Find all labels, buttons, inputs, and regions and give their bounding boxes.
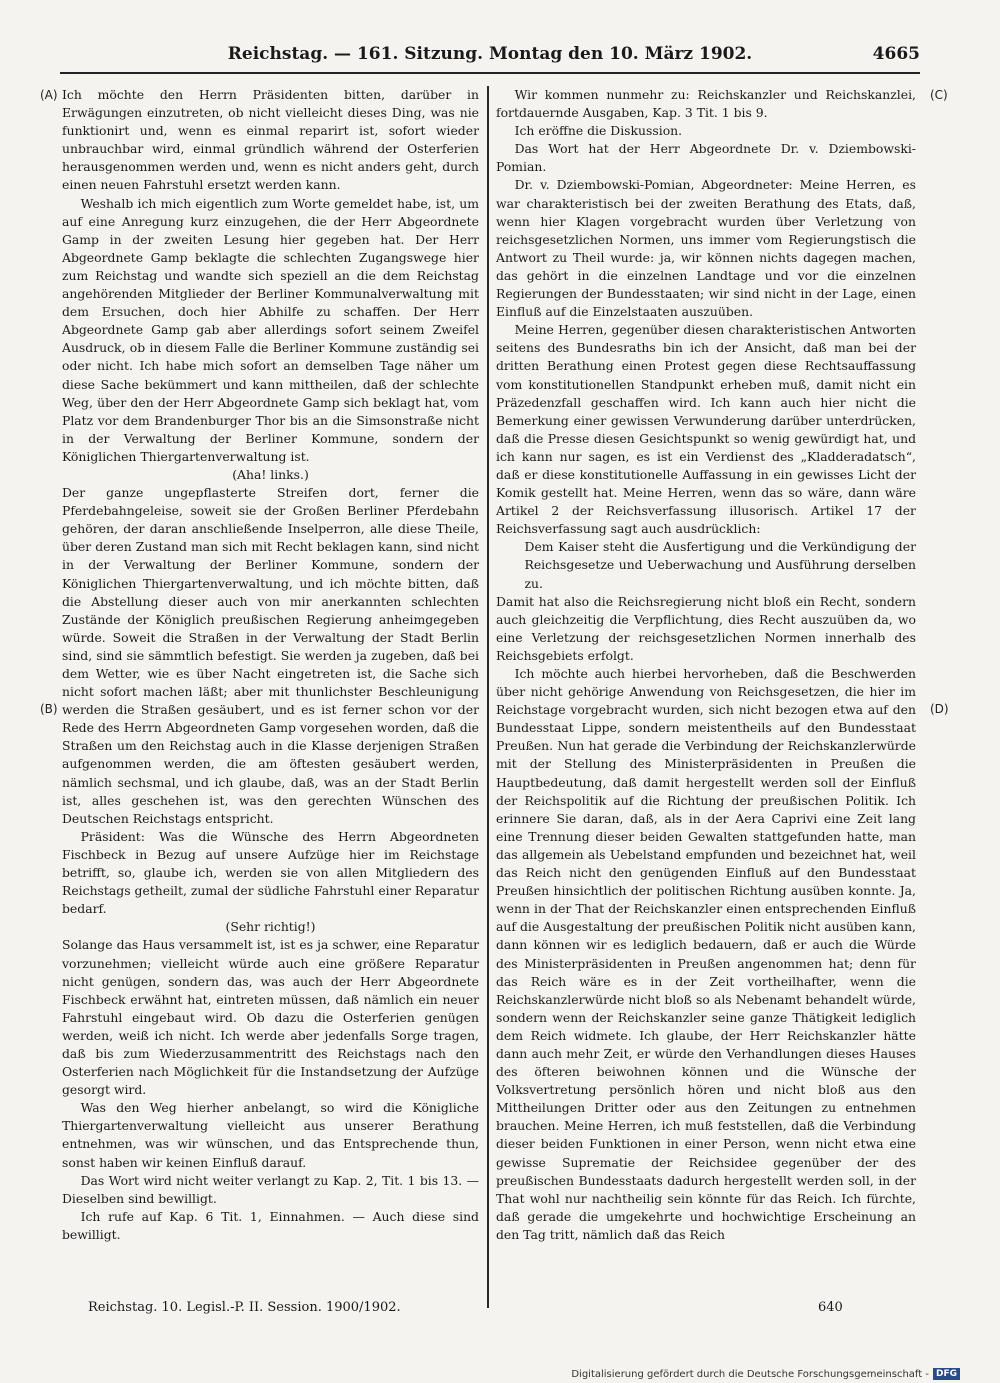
margin-marker-c: (C) bbox=[930, 88, 948, 102]
page-header bbox=[60, 42, 920, 74]
paragraph: Was den Weg hierher anbelangt, so wird die Königliche Thiergartenverwaltung vielleicht aus unserer Berathung entnehmen, was wir wünschen, und das Entsprechende thun, sonst haben wir keinen Einfluß darauf. bbox=[62, 1100, 479, 1170]
column-divider bbox=[487, 86, 489, 1308]
running-title: Reichstag. — 161. Sitzung. Montag den 10. März 1902. bbox=[227, 44, 753, 64]
paragraph: Der ganze ungepflasterte Streifen dort, ferner die Pferdebahngeleise, soweit sie der Großen Berliner Pferdebahn gehören, der daran anschließende Inselperron, alle diese Theile, über deren Zustand man sich mit Recht beklagen kann, sind nicht in der Verwaltung der Berliner Kommune, sondern der Königlichen Thiergartenverwaltung, und ich möchte bitten, daß die Abstellung dieser auch von mir anerkannten schlechten Zustände der Königlich preußischen Regierung anheimgegeben würde. Soweit die Straßen in der Verwaltung der Stadt Berlin sind, sind sie sämmtlich befestigt. Sie werden ja zugeben, daß bei dem Wetter, wie es über Nacht eingetreten ist, die Sache sich nicht sofort machen läßt; aber mit thunlichster Beschleunigung werden die Straßen gesäubert, und es ist ferner schon vor der Rede des Herrn Abgeordneten Gamp vorgesehen worden, daß die Straßen um den Reichstag auch in die Klasse derjenigen Straßen aufgenommen werden, die am öftesten gesäubert werden, nämlich sechsmal, und ich glaube, daß, was an der Stadt Berlin ist, alles geschehen ist, was den gerechten Wünschen des Deutschen Reichstags entspricht. bbox=[62, 485, 479, 826]
paragraph: Weshalb ich mich eigentlich zum Worte gemeldet habe, ist, um auf eine Anregung kurz einzugehen, die der Herr Abgeordnete Gamp in der zweiten Lesung hier gegeben hat. Der Herr Abgeordnete Gamp beklagte die schlechten Zugangswege hier zum Reichstag und wandte sich speziell an die dem Reichstag angehörenden Mitglieder der Berliner Kommunalverwaltung mit dem Ersuchen, doch hier Abhilfe zu schaffen. Der Herr Abgeordnete Gamp gab aber allerdings sofort seinem Zweifel Ausdruck, ob in diesem Falle die Berliner Kommune zuständig sei oder nicht. Ich habe mich sofort an demselben Tage näher um diese Sache bekümmert und kann mittheilen, daß der schlechte Weg, über den der Herr Abgeordnete Gamp sich beklagt hat, vom Platz vor dem Brandenburger Thor bis an die Simsonstraße nicht in der Verwaltung der Berliner Kommune, sondern der Königlichen Thiergartenverwaltung ist. bbox=[62, 195, 479, 464]
dfg-credit-text: Digitalisierung gefördert durch die Deutsche Forschungsgemeinschaft - bbox=[571, 1368, 929, 1380]
right-column bbox=[496, 86, 916, 1244]
dfg-credit bbox=[571, 1368, 960, 1380]
footer-sheet-number: 640 bbox=[818, 1300, 843, 1315]
paragraph: Ich möchte auch hierbei hervorheben, daß die Beschwerden über nicht gehörige Anwendung von Reichsgesetzen, die hier im Reichstage vorgebracht wurden, sich nicht bezogen etwa auf den Bundesstaat Lippe, sondern meistentheils auf den Bundesstaat Preußen. Nun hat gerade die Verbindung der Reichskanzlerwürde mit der Stellung des Ministerpräsidenten in Preußen die Hauptbedeutung, daß damit hergestellt werden soll der Einfluß der Reichspolitik auf die Richtung der preußischen Politik. Ich erinnere Sie daran, daß, als in der Aera Caprivi eine Zeit lang eine Trennung dieser beiden Gewalten stattgefunden hatte, man das allgemein als Uebelstand empfunden und bezeichnet hat, weil das Reich nicht den genügenden Einfluß auf den Bundesstaat Preußen hinsichtlich der politischen Richtung ausüben konnte. Ja, wenn in der That der Reichskanzler einen entsprechenden Einfluß auf die Ausgestaltung der preußischen Politik nicht ausüben kann, dann können wir es lediglich bedauern, daß er auch die Würde des Ministerpräsidenten in Preußen angenommen hat; denn für das Reich wäre es in der Zeit vortheilhafter, wenn die Reichskanzlerwürde nicht bloß so als Nebenamt behandelt würde, sondern wenn der Reichskanzler seine ganze Thätigkeit lediglich dem Reich widmete. Ich glaube, der Herr Reichskanzler hätte dann auch mehr Zeit, er würde den Verhandlungen dieses Hauses des öfteren beiwohnen können und die Wünsche der Volksvertretung persönlich hören und nicht bloß aus den Mittheilungen Dritter oder aus den Zeitungen zu entnehmen brauchen. Meine Herren, ich muß feststellen, daß die Verbindung dieser beiden Funktionen in einer Person, wenn nicht etwa eine gewisse Suprematie der Reichsidee gegenüber der des preußischen Bundesstaats dadurch hergestellt werden soll, in der That wohl nur nachtheilig sein könnte für das Reich. Ich fürchte, daß gerade die umgekehrte und hochwichtige Erscheinung an den Tag tritt, nämlich daß das Reich bbox=[496, 666, 916, 1242]
margin-marker-a: (A) bbox=[40, 88, 58, 102]
margin-marker-d: (D) bbox=[930, 702, 949, 716]
speaker-paragraph: Dr. v. Dziembowski-Pomian, Abgeordneter: Meine Herren, es war charakteristisch bei der zweiten Berathung des Etats, daß, wenn hier Klagen vorgebracht wurden über Verletzung von reichsgesetzlichen Normen, uns immer vom Regierungstisch die Antwort zu Theil wurde: ja, wir können nichts dagegen machen, das gehört in die einzelnen Landtage und vor die einzelnen Regierungen der Bundesstaaten; wir sind nicht in der Lage, einen Einfluß auf die Einzelstaaten auszuüben. bbox=[496, 177, 916, 320]
president-speech: Präsident: Was die Wünsche des Herrn Abgeordneten Fischbeck in Bezug auf unsere Aufzüge hier im Reichstage betrifft, so, glaube ich, werden sie von allen Mitgliedern des Reichstags getheilt, zumal der südliche Fahrstuhl einer Reparatur bedarf. bbox=[62, 828, 479, 917]
dfg-logo-icon: DFG bbox=[933, 1368, 960, 1380]
quotation: Dem Kaiser steht die Ausfertigung und die Verkündigung der Reichsgesetze und Ueberwachung und Ausführung derselben zu. bbox=[524, 539, 916, 591]
paragraph: Meine Herren, gegenüber diesen charakteristischen Antworten seitens des Bundesraths bin ich der Ansicht, daß man bei der dritten Berathung einen Protest gegen diese Rechtsauffassung vom konstitutionellen Standpunkt erheben muß, damit nicht ein Präzedenzfall geschaffen wird. Ich kann auch hier nicht die Bemerkung einer gewissen Verwunderung darüber unterdrücken, daß die Presse diesen Gesichtspunkt so wenig gewürdigt hat, und ich kann nur sagen, es ist ein Verdienst des „Kladderadatsch“, daß er diese konstitutionelle Auffassung in ein gewisses Licht der Komik gestellt hat. Meine Herren, wenn das so wäre, dann wäre Artikel 2 der Reichsverfassung illusorisch. Artikel 17 der Reichsverfassung sagt auch ausdrücklich: bbox=[496, 322, 916, 537]
paragraph: Ich möchte den Herrn Präsidenten bitten, darüber in Erwägungen einzutreten, ob nicht vielleicht dieses Ding, was nie funktionirt und, wenn es einmal reparirt ist, sofort wieder unbrauchbar wird, einmal gründlich während der Osterferien herausgenommen werden und, wenn es nicht anders geht, durch einen neuen Fahrstuhl ersetzt werden kann. bbox=[62, 87, 479, 193]
footer-session-info: Reichstag. 10. Legisl.-P. II. Session. 1900/1902. bbox=[88, 1300, 401, 1315]
paragraph: Ich rufe auf Kap. 6 Tit. 1, Einnahmen. — Auch diese sind bewilligt. bbox=[62, 1208, 479, 1242]
paragraph: Das Wort hat der Herr Abgeordnete Dr. v. Dziembowski-Pomian. bbox=[496, 141, 916, 175]
paragraph: Ich eröffne die Diskussion. bbox=[514, 123, 683, 139]
paragraph: Wir kommen nunmehr zu: Reichskanzler und Reichskanzlei, fortdauernde Ausgaben, Kap. 3 Tit. 1 bis 9. bbox=[496, 87, 916, 121]
interjection: (Aha! links.) bbox=[232, 466, 309, 482]
margin-marker-b: (B) bbox=[40, 702, 58, 716]
interjection: (Sehr richtig!) bbox=[225, 919, 316, 935]
paragraph: Solange das Haus versammelt ist, ist es ja schwer, eine Reparatur vorzunehmen; vielleicht würde auch eine größere Reparatur nicht genügen, sondern das, was auch der Herr Abgeordnete Fischbeck erwähnt hat, eintreten müssen, daß nämlich ein neuer Fahrstuhl eingebaut wird. Ob dazu die Osterferien genügen werden, weiß ich nicht. Ich werde aber jedenfalls Sorge tragen, daß bis zum Wiederzusammentritt des Reichstags nach den Osterferien nach Möglichkeit für die Instandsetzung der Aufzüge gesorgt wird. bbox=[62, 937, 479, 1098]
left-column bbox=[62, 86, 479, 1244]
page-number: 4665 bbox=[872, 44, 920, 64]
paragraph: Damit hat also die Reichsregierung nicht bloß ein Recht, sondern auch gleichzeitig die Verpflichtung, dies Recht auszuüben da, wo eine Verletzung der reichsgesetzlichen Normen innerhalb des Reichsgebiets erfolgt. bbox=[496, 593, 916, 663]
paragraph: Das Wort wird nicht weiter verlangt zu Kap. 2, Tit. 1 bis 13. — Dieselben sind bewilligt. bbox=[62, 1172, 479, 1206]
